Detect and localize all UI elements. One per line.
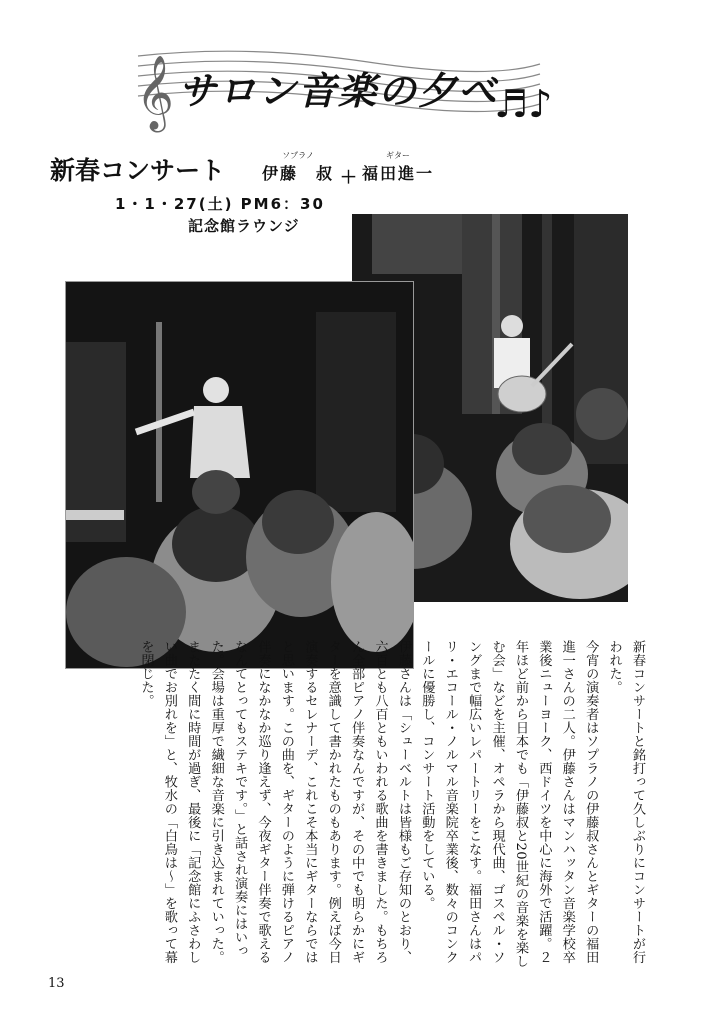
article-paragraph: 新春コンサートと銘打って久しぶりにコンサートが行われた。 [606, 640, 645, 964]
photo-singer [65, 281, 414, 669]
treble-clef-icon: 𝄞 [136, 56, 174, 130]
music-note-icon: ♬♪ [494, 82, 553, 126]
banner-title: サロン音楽の夕べ [178, 68, 499, 113]
banner [128, 42, 553, 142]
article-paragraph: 今宵の演奏者はソプラノの伊藤叔さんとギターの福田進一さんの二人。伊藤さんはマンハッタン音楽学校卒業後ニューヨーク、西ドイツを中心に海外で活躍。２年ほど前から日本でも「伊藤叔と20世紀の音楽を楽しむ会」などを主催、オペラから現代曲、ゴスペル・ソングまで幅広いレパートリーをこなす。福田さんはパリ・エコール・ノルマル音楽院卒業後、数々のコンクールに優勝し、コンサート活動をしている。 [419, 640, 599, 968]
performer-role-ruby: ギター [386, 151, 410, 160]
page-number: 13 [48, 976, 65, 991]
performer-guitar [362, 150, 434, 184]
performer-name: 福田進一 [362, 164, 435, 183]
plus-sign: ＋ [340, 168, 357, 188]
performer-name: 伊藤 叔 [262, 164, 335, 183]
article-paragraph: 伊藤さんは「シューベルトは皆様もご存知のとおり、六百とも八百ともいわれる歌曲を書きました。もちろん全部ピアノ伴奏なんですが、その中でも明らかにギターを意識して書かれたものもあります。例えば今日演奏するセレナーデ、これこそ本当にギターならではと思います。この曲を、ギターのように弾けるピアノ伴奏になかなか巡り逢えず、今夜ギター伴奏で歌えるなんてとってもステキです。」と話され演奏にはいった。会場は重厚で繊細な音楽に引き込まれていった。またたく間に時間が過ぎ、最後に「記念館にふさわしい曲でお別れを」と、牧水の「白鳥は～」を歌って幕を閉じた。 [138, 640, 411, 964]
performer-soprano [262, 150, 334, 184]
concert-venue: 記念館ラウンジ [188, 217, 300, 235]
article-body [134, 640, 649, 970]
performer-role-ruby: ソプラノ [282, 151, 314, 160]
concert-title: 新春コンサート [50, 156, 226, 185]
singer-photo-illustration [66, 282, 413, 668]
concert-date: 1・1・27(土) PM6：30 [115, 195, 325, 213]
